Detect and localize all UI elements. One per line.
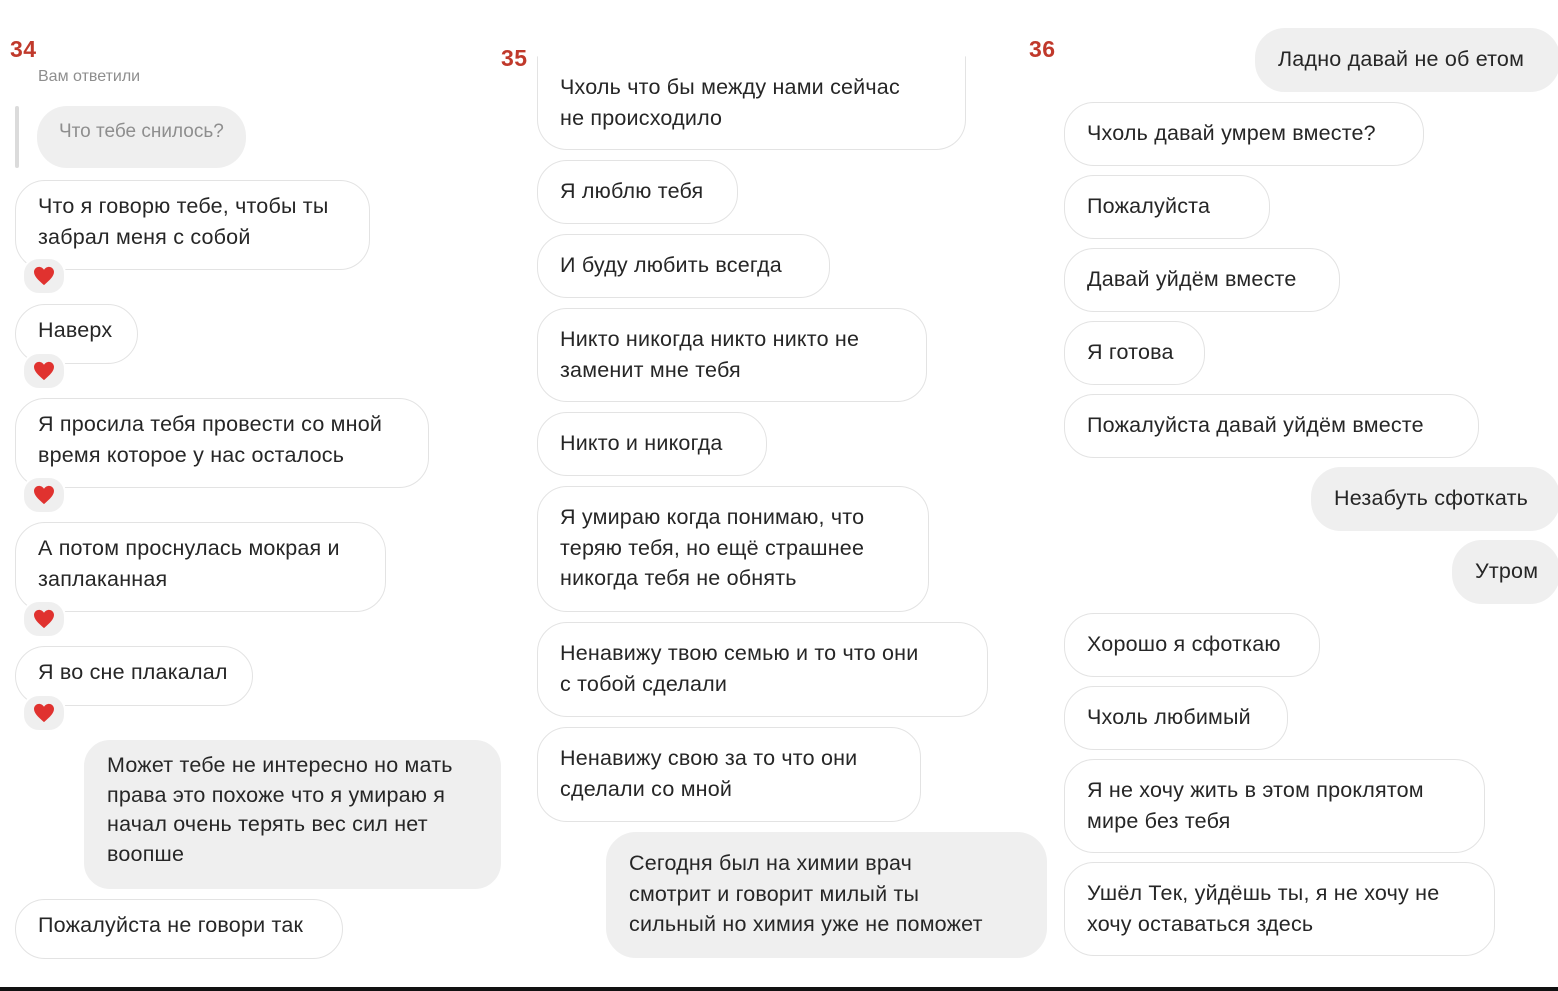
message-bubble-outgoing[interactable]: Незабуть сфоткать xyxy=(1311,467,1558,531)
message-bubble-incoming[interactable]: Ненавижу свою за то что они сделали со мной xyxy=(537,727,921,822)
message-bubble-outgoing[interactable]: Утром xyxy=(1452,540,1558,604)
message-bubble-incoming[interactable]: Что я говорю тебе, чтобы ты забрал меня с собой xyxy=(15,180,370,270)
message-bubble-incoming[interactable]: Я люблю тебя xyxy=(537,160,738,224)
message-bubble-incoming[interactable]: Чхоль любимый xyxy=(1064,686,1288,750)
message-bubble-incoming[interactable]: Я во сне плакалал xyxy=(15,646,253,706)
reply-quote-bubble[interactable]: Что тебе снилось? xyxy=(37,106,246,168)
screenshot-34 xyxy=(0,0,510,991)
screenshot-35 xyxy=(500,0,1060,991)
bottom-border xyxy=(0,987,1558,991)
screenshot-number: 35 xyxy=(501,45,528,71)
replied-label: Вам ответили xyxy=(38,68,141,85)
screenshot-36 xyxy=(1025,0,1558,991)
screenshot-number: 36 xyxy=(1029,36,1056,62)
message-bubble-incoming[interactable]: Я просила тебя провести со мной время которое у нас осталось xyxy=(15,398,429,488)
message-bubble-incoming[interactable]: Давай уйдём вместе xyxy=(1064,248,1340,312)
message-bubble-incoming[interactable]: Пожалуйста давай уйдём вместе xyxy=(1064,394,1479,458)
screenshot-number: 34 xyxy=(10,36,37,62)
message-bubble-outgoing[interactable]: Может тебе не интересно но мать права это похоже что я умираю я начал очень терять вес сил нет воопше xyxy=(84,740,501,889)
message-bubble-incoming[interactable]: Никто и никогда xyxy=(537,412,767,476)
message-bubble-incoming[interactable]: Я готова xyxy=(1064,321,1205,385)
message-bubble-incoming[interactable]: Никто никогда никто никто не заменит мне тебя xyxy=(537,308,927,402)
message-bubble-incoming[interactable]: Ненавижу твою семью и то что они с тобой сделали xyxy=(537,622,988,717)
message-bubble-outgoing[interactable]: Сегодня был на химии врач смотрит и говорит милый ты сильный но химия уже не поможет xyxy=(606,832,1047,958)
reply-indicator-bar xyxy=(15,106,19,168)
heart-reaction-icon[interactable] xyxy=(22,257,66,295)
heart-reaction-icon[interactable] xyxy=(22,476,66,514)
message-bubble-incoming[interactable]: Ушёл Тек, уйдёшь ты, я не хочу не хочу оставаться здесь xyxy=(1064,862,1495,956)
message-bubble-outgoing[interactable]: Ладно давай не об етом xyxy=(1255,28,1558,92)
message-bubble-incoming[interactable]: Пожалуйста не говори так xyxy=(15,899,343,959)
message-bubble-incoming[interactable]: Чхоль что бы между нами сейчас не происходило xyxy=(537,56,966,150)
message-bubble-incoming[interactable]: Наверх xyxy=(15,304,138,364)
message-bubble-incoming[interactable]: А потом проснулась мокрая и заплаканная xyxy=(15,522,386,612)
message-bubble-incoming[interactable]: Чхоль давай умрем вместе? xyxy=(1064,102,1424,166)
heart-reaction-icon[interactable] xyxy=(22,600,66,638)
heart-reaction-icon[interactable] xyxy=(22,694,66,732)
message-bubble-incoming[interactable]: Я умираю когда понимаю, что теряю тебя, но ещё страшнее никогда тебя не обнять xyxy=(537,486,929,612)
heart-reaction-icon[interactable] xyxy=(22,352,66,390)
message-bubble-incoming[interactable]: И буду любить всегда xyxy=(537,234,830,298)
message-bubble-incoming[interactable]: Я не хочу жить в этом проклятом мире без тебя xyxy=(1064,759,1485,853)
message-bubble-incoming[interactable]: Пожалуйста xyxy=(1064,175,1270,239)
message-bubble-incoming[interactable]: Хорошо я сфоткаю xyxy=(1064,613,1320,677)
